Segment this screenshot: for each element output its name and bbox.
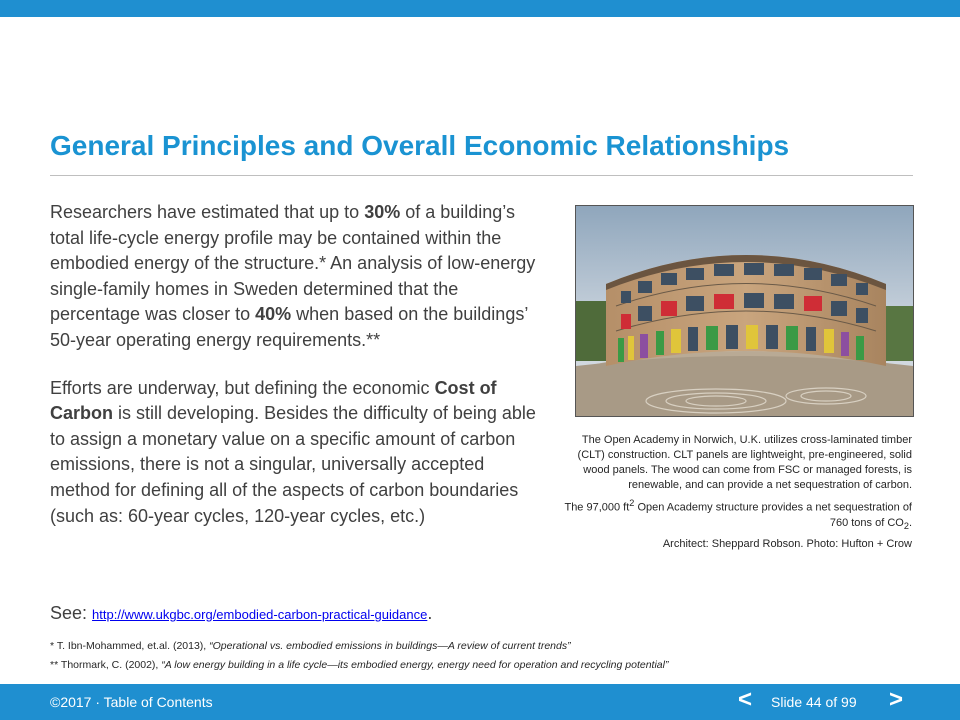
caption-l2-c: . [908, 516, 912, 529]
caption-line-3: Architect: Sheppard Robson. Photo: Hufton + Crow [662, 537, 912, 550]
paragraph-1 [50, 200, 540, 354]
photo-caption [560, 433, 912, 555]
caption-l2-sup: 2 [629, 498, 635, 508]
see-label: See: [50, 603, 93, 623]
ukgbc-link[interactable]: http://www.ukgbc.org/embodied-carbon-practical-guidance [92, 607, 428, 622]
slide-number: Slide 44 of 99 [771, 694, 857, 710]
footnote-1 [50, 637, 668, 656]
building-illustration [576, 206, 913, 416]
p1-text-a: Researchers have estimated that up to [50, 202, 365, 222]
footnote-2 [50, 656, 668, 675]
top-bar [0, 0, 960, 17]
caption-line-1: The Open Academy in Norwich, U.K. utilizes cross-laminated timber (CLT) construction. CLT panels are lightweight, pre-engineered, solid wood panels. The wood can come from FSC or managed forests, is renewable, and can provide a net sequestration of carbon. [577, 434, 912, 491]
p1-highlight-30: 30% [364, 202, 401, 222]
footer-bar [0, 684, 960, 720]
p1-highlight-40: 40% [255, 304, 292, 325]
open-academy-photo [575, 205, 914, 417]
caption-l2-a: The 97,000 ft [564, 501, 630, 514]
see-reference [50, 603, 432, 624]
p2-highlight-cost-of-carbon: Cost of Carbon [50, 377, 497, 424]
caption-line-2 [560, 496, 912, 534]
p1-text-e: when based on the buildings’ 50-year operating energy requirements.** [50, 304, 528, 350]
next-slide-icon[interactable]: > [889, 686, 904, 713]
paragraph-2 [50, 376, 540, 530]
slide-title: General Principles and Overall Economic Relationships [50, 130, 790, 161]
p2-text-c: is still developing. Besides the difficulty of being able to assign a monetary value on a specific amount of carbon emissions, there is not a singular, universally accepted method for defining all of the aspects of carbon boundaries (such as: 60-year cycles, 120-year cycles, etc.) [50, 403, 536, 526]
footnote-1-title: “Operational vs. embodied emissions in buildings—A review of current trends” [209, 640, 571, 652]
copyright-toc-link[interactable]: ©2017 · Table of Contents [50, 694, 213, 710]
body-text [50, 200, 540, 529]
footnote-1-author: * T. Ibn-Mohammed, et.al. (2013), [50, 640, 210, 652]
footnotes [50, 637, 668, 675]
p1-text-c: of a building’s total life-cycle energy profile may be contained within the embodied energy of the structure.* An analysis of low-energy single-family homes in Sweden determined that the percentage was closer to [50, 202, 536, 325]
see-end: . [427, 603, 433, 623]
title-divider [50, 175, 913, 176]
caption-l2-b: Open Academy structure provides a net sequestration of 760 tons of CO [634, 501, 912, 529]
p2-text-a: Efforts are underway, but defining the economic [50, 377, 435, 398]
caption-l2-sub: 2 [903, 520, 909, 531]
footnote-2-title: “A low energy building in a life cycle—its embodied energy, energy need for operation and recycling potential” [161, 659, 669, 671]
previous-slide-icon[interactable]: < [738, 686, 753, 713]
footnote-2-author: ** Thormark, C. (2002), [50, 659, 162, 671]
